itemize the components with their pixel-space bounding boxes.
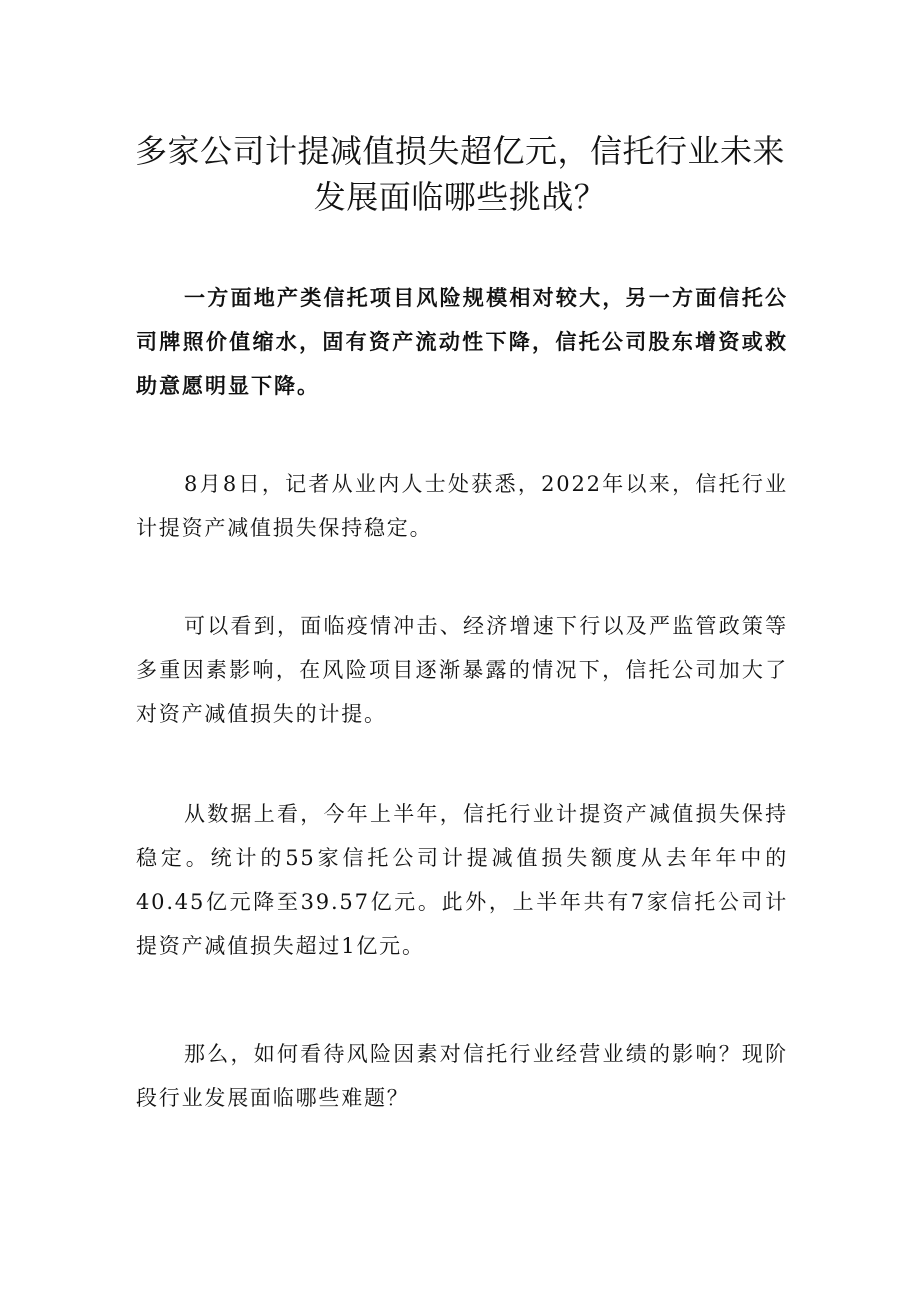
article-paragraph-4: 那么，如何看待风险因素对信托行业经营业绩的影响？现阶段行业发展面临哪些难题？ bbox=[136, 1042, 788, 1110]
article-paragraph-3: 从数据上看，今年上半年，信托行业计提资产减值损失保持稳定。统计的55家信托公司计提减值损失额度从去年年中的40.45亿元降至39.57亿元。此外，上半年共有7家信托公司计提资产减值损失超过1亿元。 bbox=[136, 802, 788, 958]
article-paragraph-1: 8月8日，记者从业内人士处获悉，2022年以来，信托行业计提资产减值损失保持稳定。 bbox=[136, 472, 788, 540]
article-lead: 一方面地产类信托项目风险规模相对较大，另一方面信托公司牌照价值缩水，固有资产流动性下降，信托公司股东增资或救助意愿明显下降。 bbox=[136, 285, 788, 398]
article-paragraph-2: 可以看到，面临疫情冲击、经济增速下行以及严监管政策等多重因素影响，在风险项目逐渐暴露的情况下，信托公司加大了对资产减值损失的计提。 bbox=[136, 614, 788, 726]
article-title: 多家公司计提减值损失超亿元，信托行业未来发展面临哪些挑战？ bbox=[134, 132, 785, 216]
